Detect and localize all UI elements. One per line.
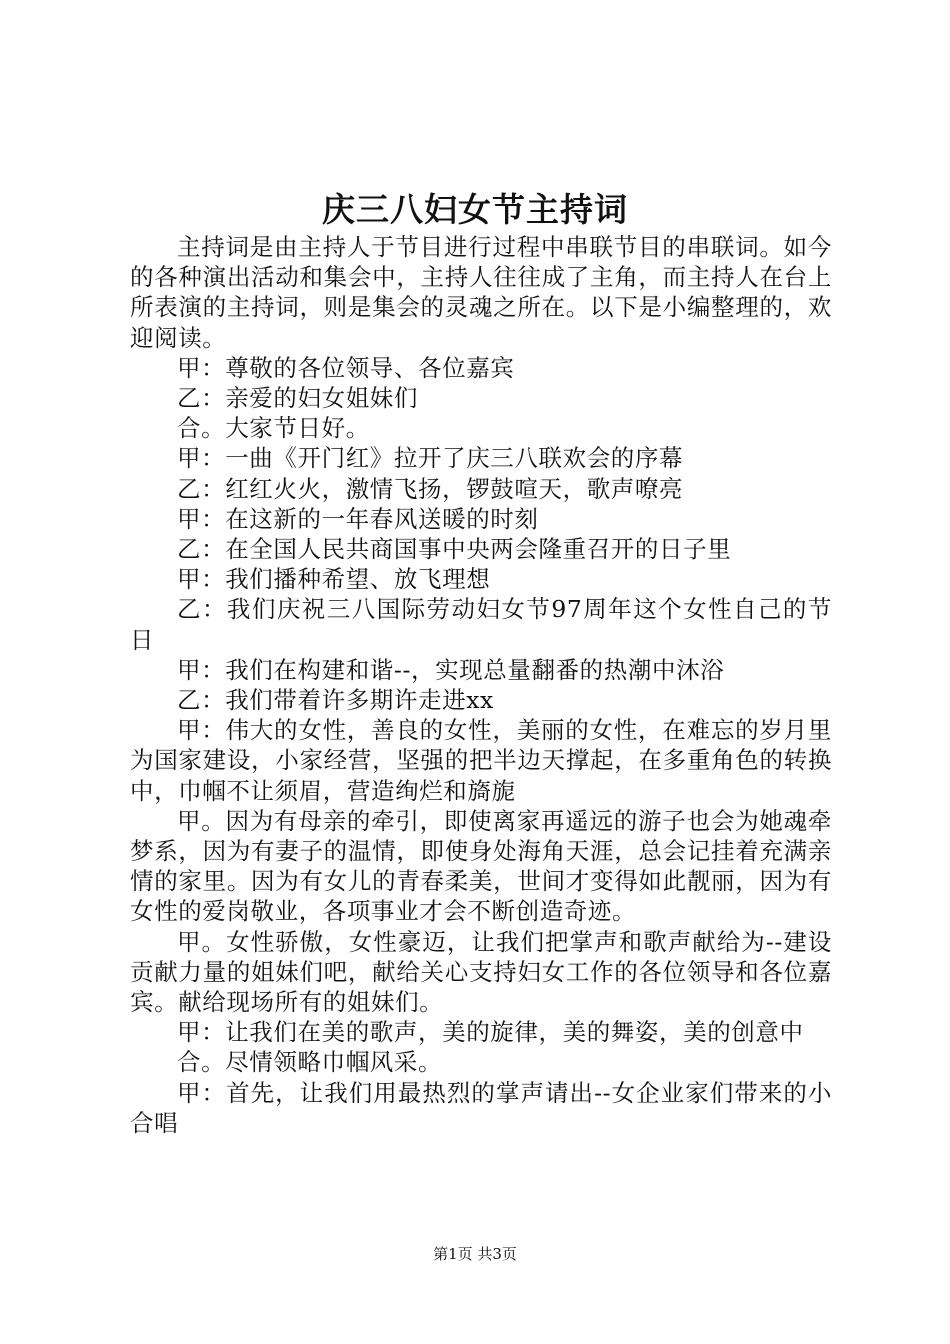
document-body — [130, 232, 832, 1138]
paragraph: 合。大家节日好。 — [177, 414, 370, 443]
paragraph: 甲：在这新的一年春风送暖的时刻 — [177, 504, 539, 533]
paragraph: 甲：我们在构建和谐--，实现总量翻番的热潮中沐浴 — [177, 655, 725, 684]
paragraph: 乙：亲爱的妇女姐妹们 — [177, 384, 418, 413]
paragraph: 乙：在全国人民共商国事中央两会隆重召开的日子里 — [177, 535, 732, 564]
page-number-footer: 第1页 共3页 — [433, 1245, 517, 1263]
paragraph: 甲：我们播种希望、放飞理想 — [177, 565, 491, 594]
paragraph: 乙：红红火火，激情飞扬，锣鼓喧天，歌声嘹亮 — [177, 474, 684, 503]
paragraph: 甲：首先，让我们用最热烈的掌声请出--女企业家们带来的小合唱 — [130, 1078, 832, 1137]
paragraph: 甲：伟大的女性，善良的女性，美丽的女性，在难忘的岁月里为国家建设，小家经营，坚强的把半边天撑起，在多重角色的转换中，巾帼不让须眉，营造绚烂和旖旎 — [130, 716, 832, 805]
paragraph: 乙：我们庆祝三八国际劳动妇女节97周年这个女性自己的节日 — [130, 595, 832, 654]
paragraph: 主持词是由主持人于节目进行过程中串联节目的串联词。如今的各种演出活动和集会中，主持人往往成了主角，而主持人在台上所表演的主持词，则是集会的灵魂之所在。以下是小编整理的，欢迎阅读。 — [130, 233, 832, 352]
document-title: 庆三八妇女节主持词 — [322, 190, 628, 229]
paragraph: 合。尽情领略巾帼风采。 — [177, 1048, 443, 1077]
paragraph: 甲：一曲《开门红》拉开了庆三八联欢会的序幕 — [177, 444, 684, 473]
paragraph: 甲。因为有母亲的牵引，即使离家再遥远的游子也会为她魂牵梦系，因为有妻子的温情，即使身处海角天涯，总会记挂着充满亲情的家里。因为有女儿的青春柔美，世间才变得如此靓丽，因为有女性的爱岗敬业，各项事业才会不断创造奇迹。 — [130, 806, 832, 926]
paragraph: 乙：我们带着许多期许走进xx — [177, 686, 494, 715]
paragraph: 甲。女性骄傲，女性豪迈，让我们把掌声和歌声献给为--建设贡献力量的姐妹们吧，献给关心支持妇女工作的各位领导和各位嘉宾。献给现场所有的姐妹们。 — [130, 927, 832, 1017]
paragraph: 甲：让我们在美的歌声，美的旋律，美的舞姿，美的创意中 — [177, 1018, 804, 1047]
paragraph: 甲：尊敬的各位领导、各位嘉宾 — [177, 353, 515, 382]
